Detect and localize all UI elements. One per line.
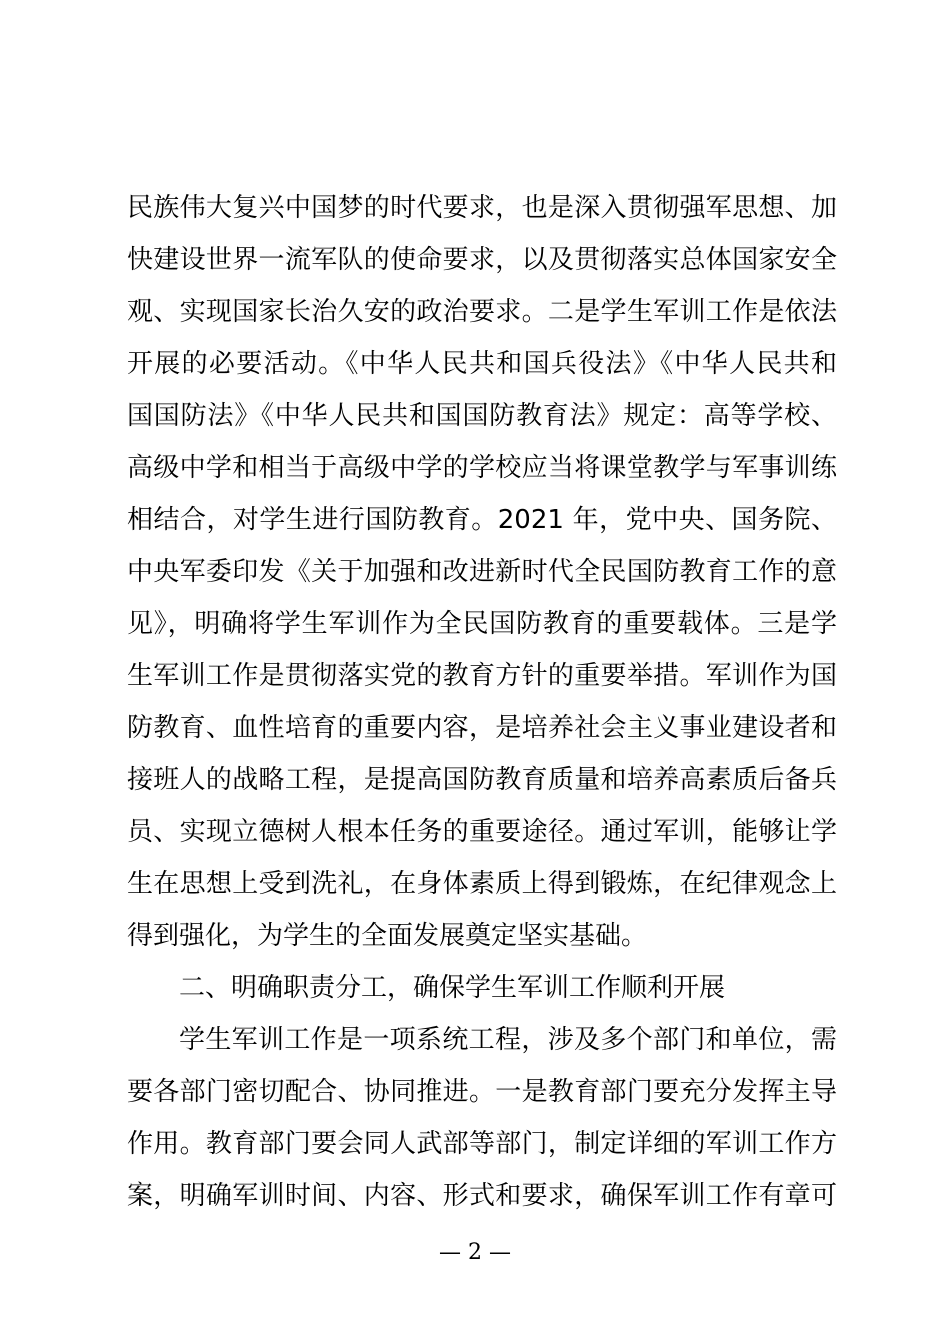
section-heading: 二、明确职责分工，确保学生军训工作顺利开展	[179, 973, 726, 1003]
paragraph-line: 高级中学和相当于高级中学的学校应当将课堂教学与军事训练	[127, 453, 837, 483]
body-text	[127, 182, 837, 1222]
paragraph-line: 员、实现立德树人根本任务的重要途径。通过军训，能够让学	[127, 817, 837, 847]
paragraph-line: 防教育、血性培育的重要内容，是培养社会主义事业建设者和	[127, 713, 837, 743]
paragraph-line: 相结合，对学生进行国防教育。2021 年，党中央、国务院、	[127, 505, 837, 535]
paragraph-line: 学生军训工作是一项系统工程，涉及多个部门和单位，需	[179, 1025, 837, 1055]
paragraph-line: 国国防法》《中华人民共和国国防教育法》规定：高等学校、	[127, 401, 837, 431]
paragraph-line: 得到强化，为学生的全面发展奠定坚实基础。	[127, 921, 648, 951]
paragraph-line: 观、实现国家长治久安的政治要求。二是学生军训工作是依法	[127, 297, 837, 327]
paragraph-line: 民族伟大复兴中国梦的时代要求，也是深入贯彻强军思想、加	[127, 193, 837, 223]
paragraph-line: 作用。教育部门要会同人武部等部门，制定详细的军训工作方	[127, 1129, 837, 1159]
paragraph-line: 要各部门密切配合、协同推进。一是教育部门要充分发挥主导	[127, 1077, 837, 1107]
paragraph-line: 快建设世界一流军队的使命要求，以及贯彻落实总体国家安全	[127, 245, 837, 275]
paragraph-line: 中央军委印发《关于加强和改进新时代全民国防教育工作的意	[127, 557, 837, 587]
page-number: — 2 —	[439, 1240, 511, 1265]
paragraph-line: 生在思想上受到洗礼，在身体素质上得到锻炼，在纪律观念上	[127, 869, 837, 899]
paragraph-line: 见》，明确将学生军训作为全民国防教育的重要载体。三是学	[127, 609, 837, 639]
paragraph-line: 生军训工作是贯彻落实党的教育方针的重要举措。军训作为国	[127, 661, 837, 691]
paragraph-line: 接班人的战略工程，是提高国防教育质量和培养高素质后备兵	[127, 765, 837, 795]
paragraph-line: 案，明确军训时间、内容、形式和要求，确保军训工作有章可	[127, 1181, 837, 1211]
paragraph-line: 开展的必要活动。《中华人民共和国兵役法》《中华人民共和	[127, 349, 837, 379]
